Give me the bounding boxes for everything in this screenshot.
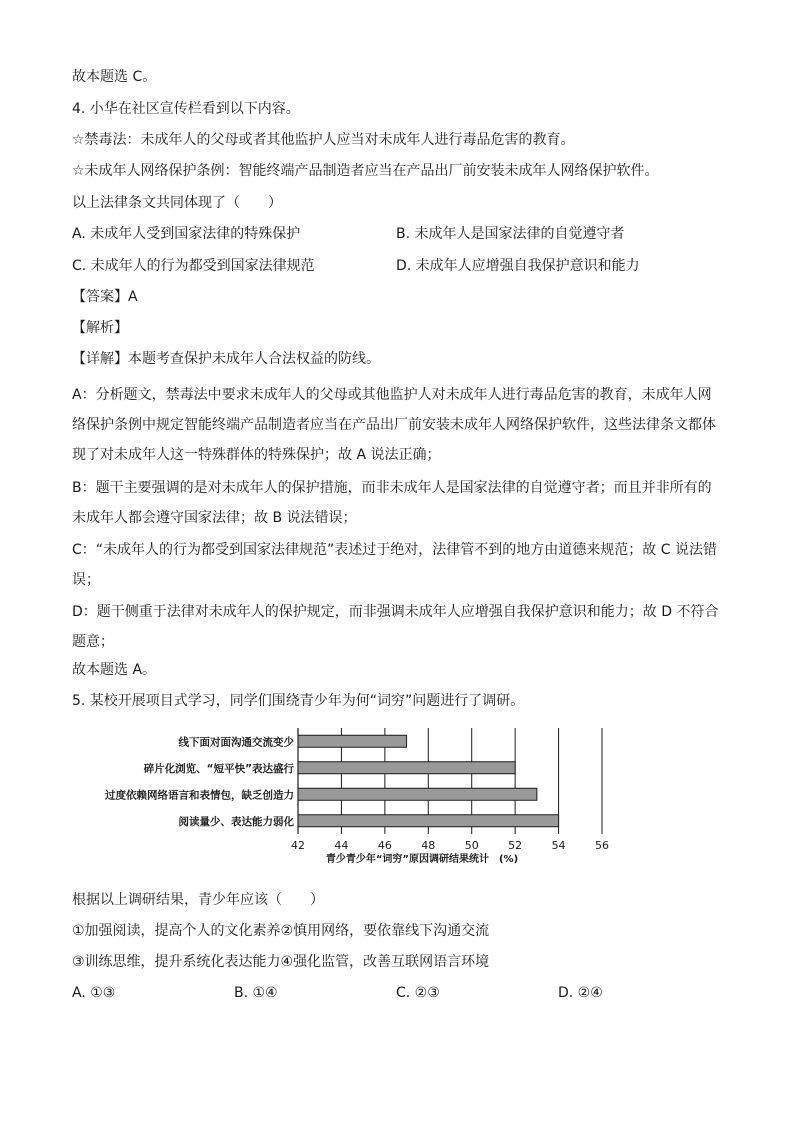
- x-tick-label: 56: [595, 839, 609, 852]
- q5-option-b: B. ①④: [234, 985, 278, 1001]
- q4-option-c: C. 未成年人的行为都受到国家法律规范: [72, 258, 315, 274]
- survey-bar-chart: [70, 722, 630, 872]
- q4-law-1: ☆禁毒法：未成年人的父母或者其他监护人应当对未成年人进行毒品危害的教育。: [72, 132, 575, 148]
- x-tick-label: 50: [464, 839, 479, 852]
- q4-conclusion: 故本题选 A。: [72, 662, 157, 678]
- q3-conclusion: 故本题选 C。: [72, 69, 157, 85]
- bar: [298, 815, 559, 827]
- bar: [298, 735, 407, 747]
- category-label: 阅读量少、表达能力弱化: [178, 815, 294, 828]
- q4-explanation-c: C：“未成年人的行为都受到国家法律规范”表述过于绝对，法律管不到的地方由道德来规范；故 C 说法错误；: [72, 542, 717, 588]
- bar: [298, 788, 537, 800]
- answer-value: A: [128, 289, 138, 305]
- q4-answer: [72, 287, 138, 307]
- q4-option-d: D. 未成年人应增强自我保护意识和能力: [396, 258, 640, 274]
- x-tick-label: 46: [377, 839, 392, 852]
- x-tick-label: 48: [421, 839, 436, 852]
- q5-question: 根据以上调研结果，青少年应该（ ）: [72, 892, 324, 908]
- x-tick-label: 54: [551, 839, 566, 852]
- bar: [298, 762, 515, 774]
- category-label: 线下面对面沟通交流变少: [178, 736, 294, 749]
- q4-option-a: A. 未成年人受到国家法律的特殊保护: [72, 226, 301, 242]
- answer-label: 【答案】: [72, 289, 128, 305]
- category-label: 碎片化浏览、“短平快”表达盛行: [143, 762, 294, 775]
- q4-law-2: ☆未成年人网络保护条例：智能终端产品制造者应当在产品出厂前安装未成年人网络保护软件。: [72, 163, 659, 179]
- x-tick-label: 42: [291, 839, 305, 852]
- q4-question: 以上法律条文共同体现了（ ）: [72, 195, 282, 211]
- x-tick-label: 44: [334, 839, 349, 852]
- q4-analysis-label: 【解析】: [72, 320, 128, 336]
- q4-explanation-a: A：分析题文，禁毒法中要求未成年人的父母或其他监护人对未成年人进行毒品危害的教育，未成年人网络保护条例中规定智能终端产品制造者应当在产品出厂前安装未成年人网络保护软件，这些法律条文都体现了对未成年人这一特殊群体的特殊保护；故 A 说法正确；: [72, 387, 716, 463]
- q5-stem: 5. 某校开展项目式学习，同学们围绕青少年为何“词穷”问题进行了调研。: [72, 693, 525, 709]
- q5-option-d: D. ②④: [558, 985, 603, 1001]
- q5-items-2: ③训练思维，提升系统化表达能力④强化监管，改善互联网语言环境: [72, 954, 490, 970]
- q4-explanation-d: D：题干侧重于法律对未成年人的保护规定，而非强调未成年人应增强自我保护意识和能力；故 D 不符合题意；: [72, 604, 719, 650]
- x-tick-label: 52: [508, 839, 523, 852]
- category-label: 过度依赖网络语言和表情包，缺乏创造力: [105, 789, 294, 802]
- q4-stem: 4. 小华在社区宣传栏看到以下内容。: [72, 101, 300, 117]
- q4-option-b: B. 未成年人是国家法律的自觉遵守者: [396, 226, 625, 242]
- q5-option-a: A. ①③: [72, 985, 116, 1001]
- q5-items-1: ①加强阅读，提高个人的文化素养②慎用网络，要依靠线下沟通交流: [72, 923, 490, 939]
- q5-option-c: C. ②③: [396, 985, 440, 1001]
- q4-explanation-b: B：题干主要强调的是对未成年人的保护措施，而非未成年人是国家法律的自觉遵守者；而且并非所有的未成年人都会遵守国家法律；故 B 说法错误；: [72, 480, 712, 526]
- q4-detail: 【详解】本题考查保护未成年人合法权益的防线。: [72, 351, 380, 367]
- chart-x-label: 青少青少年“词穷”原因调研结果统计 (%): [325, 854, 519, 865]
